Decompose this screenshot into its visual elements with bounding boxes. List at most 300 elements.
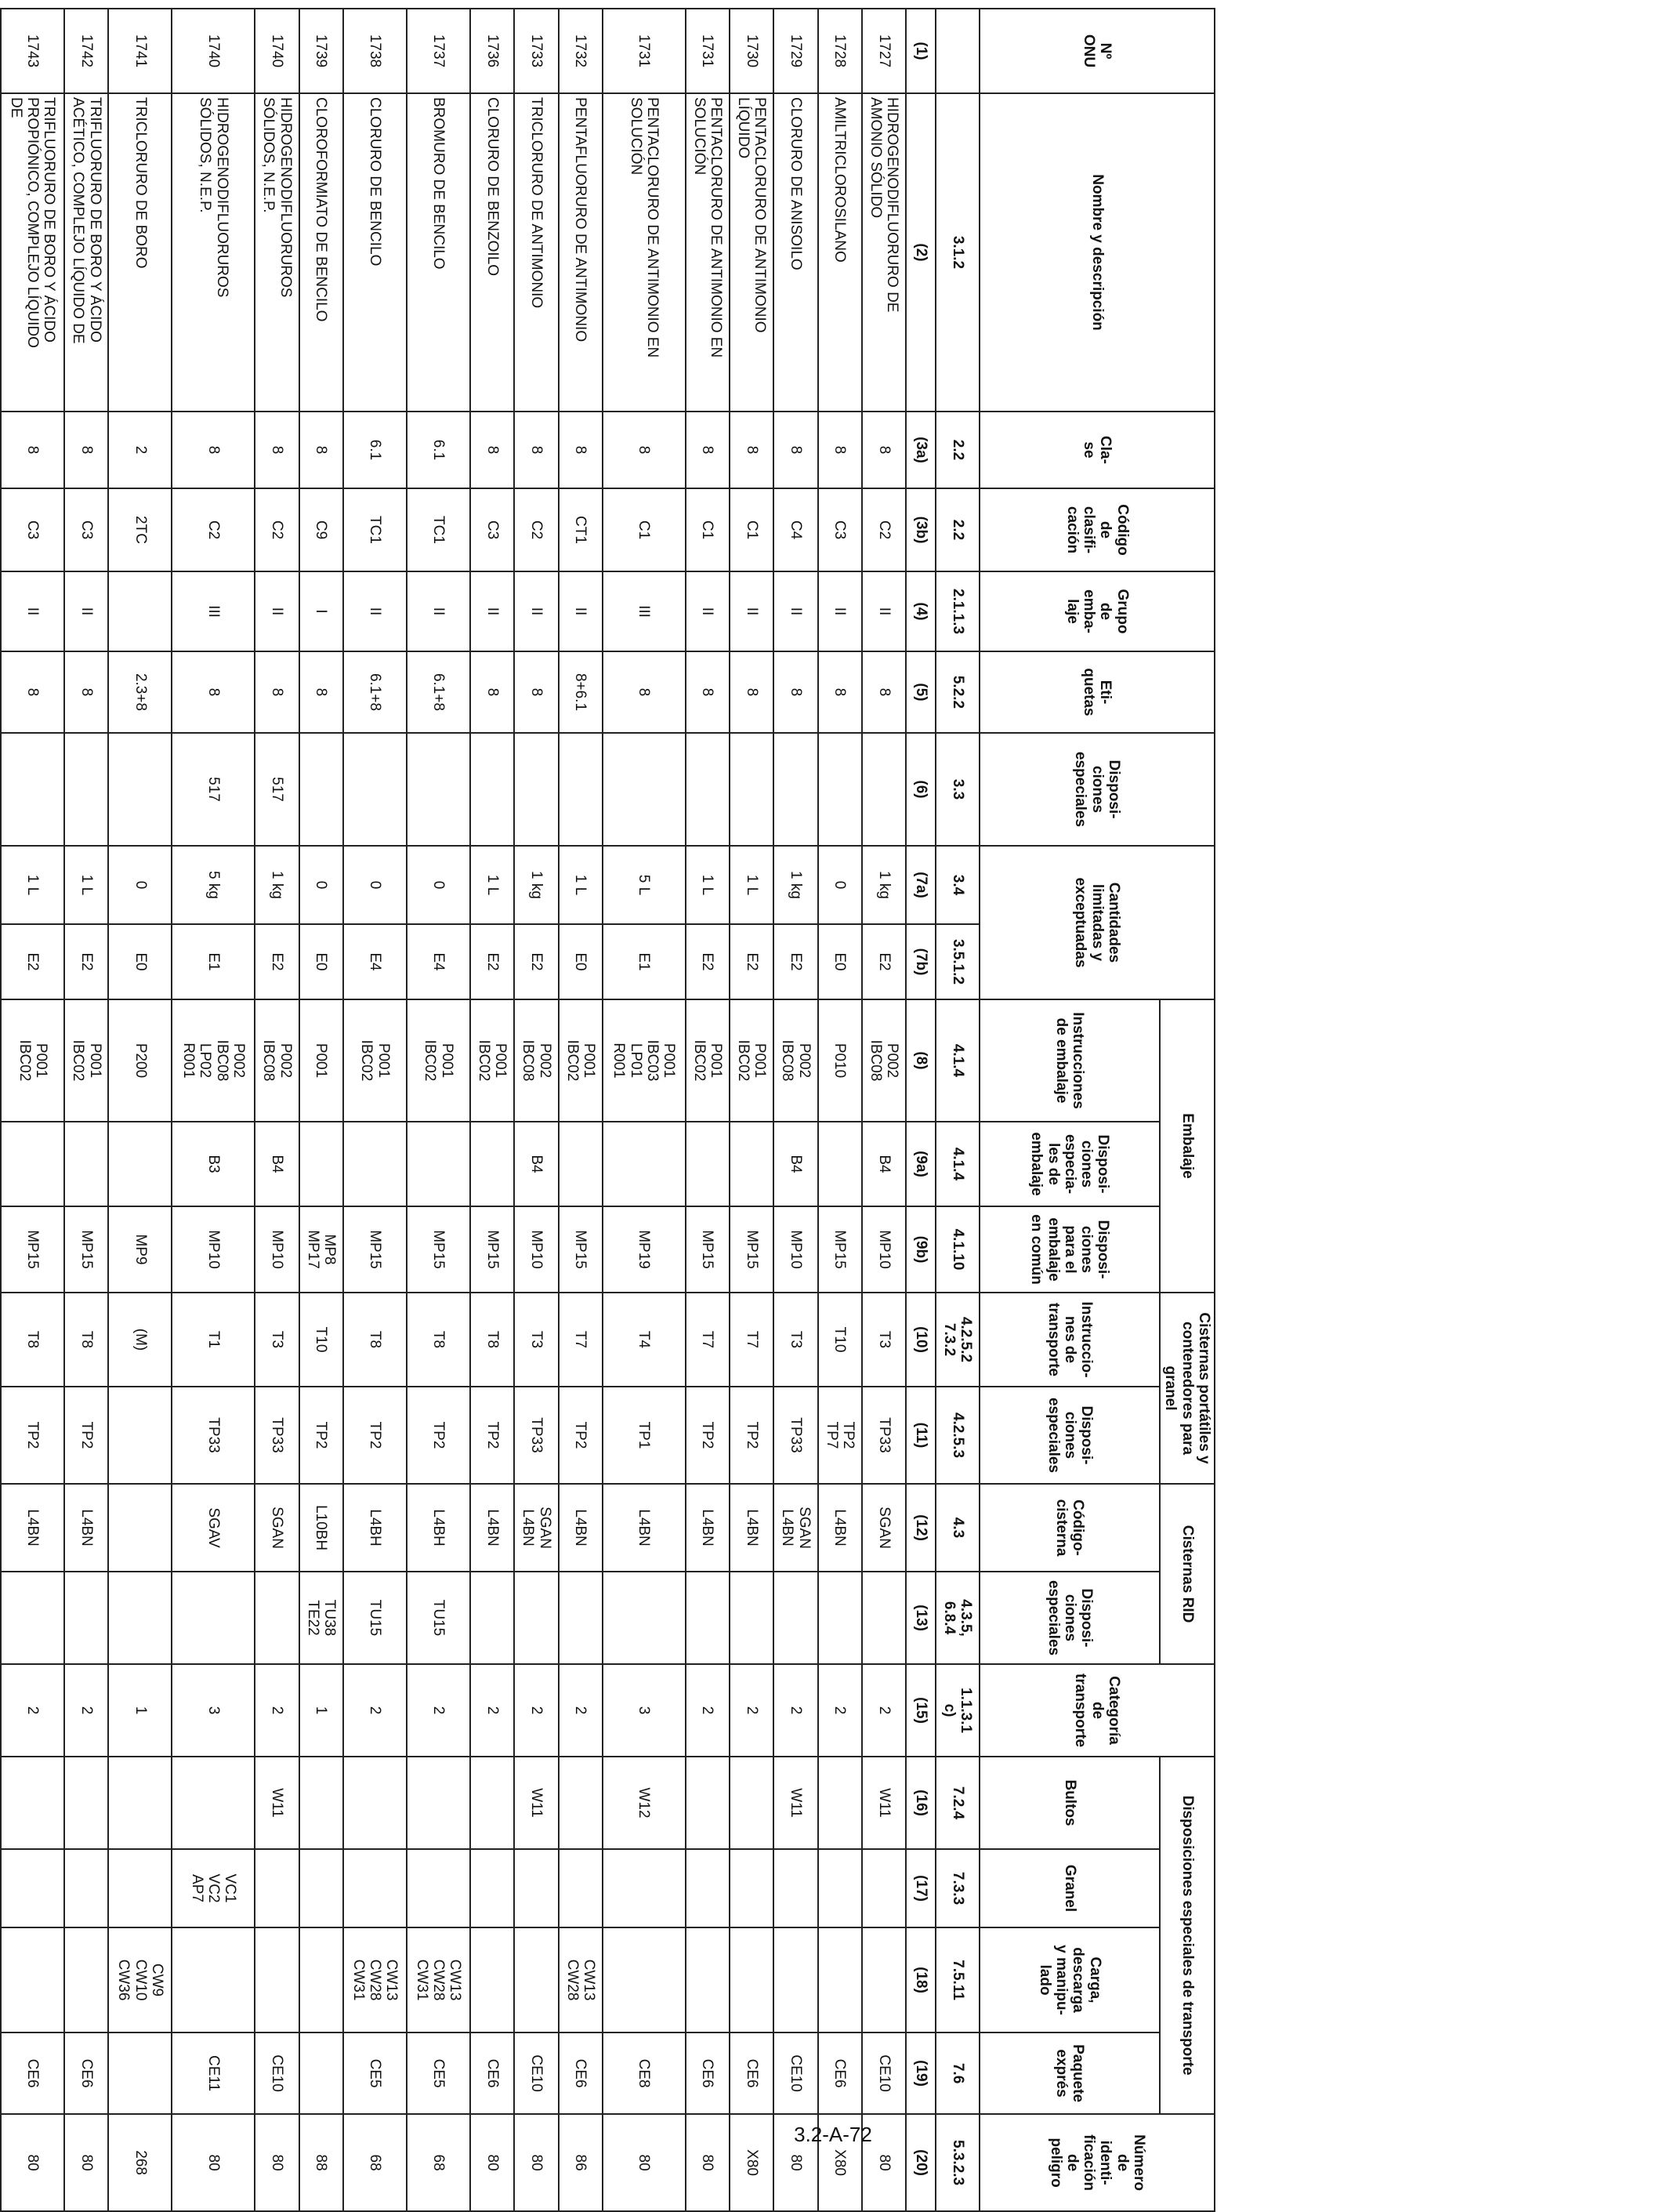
table-cell: [64, 1849, 108, 1927]
table-cell: II: [773, 571, 817, 651]
table-cell: [108, 2033, 172, 2114]
table-cell: TC1: [343, 488, 407, 571]
table-row: [108, 9, 172, 2211]
table-cell: 1732: [559, 9, 603, 93]
table-cell: C2: [172, 488, 255, 571]
table-cell: 4.2.5.3: [936, 1387, 980, 1484]
header-rid-special-provisions: Disposi- ciones especiales: [980, 1572, 1160, 1664]
table-cell: TP33: [514, 1387, 558, 1484]
table-cell: [108, 1572, 172, 1664]
table-cell: 1736: [470, 9, 514, 93]
table-cell: 517: [255, 733, 299, 846]
table-cell: C1: [730, 488, 773, 571]
table-cell: L4BN: [603, 1484, 686, 1572]
header-packaging-group: Embalaje: [1160, 999, 1215, 1293]
table-cell: L4BH: [407, 1484, 470, 1572]
header-packages: Bultos: [980, 1757, 1160, 1849]
table-cell: 80: [862, 2114, 906, 2211]
table-cell: P001 IBC02: [686, 999, 730, 1122]
table-row: [773, 9, 817, 2211]
table-cell: C1: [686, 488, 730, 571]
table-cell: [64, 1927, 108, 2033]
table-row: [299, 9, 343, 2211]
table-cell: C2: [255, 488, 299, 571]
table-cell: 3: [172, 1664, 255, 1757]
table-cell: TRIFLUORURO DE BORO Y ÁCIDO PROPIÓNICO, COMPLEJO LÍQUIDO DE: [1, 93, 64, 412]
table-cell: [730, 1849, 773, 1927]
header-row-top: [1160, 9, 1215, 2211]
table-cell: P010: [818, 999, 862, 1122]
table-cell: 0: [407, 846, 470, 924]
table-cell: [514, 1927, 558, 2033]
table-cell: 8: [862, 412, 906, 488]
table-cell: (15): [906, 1664, 936, 1757]
table-cell: [299, 1757, 343, 1849]
table-cell: E2: [470, 924, 514, 999]
table-row: [862, 9, 906, 2211]
table-cell: W11: [773, 1757, 817, 1849]
table-cell: C4: [773, 488, 817, 571]
table-cell: MP10: [172, 1206, 255, 1293]
table-cell: 6.1+8: [407, 651, 470, 733]
table-cell: [686, 1757, 730, 1849]
table-cell: [64, 733, 108, 846]
table-cell: T3: [773, 1293, 817, 1387]
table-cell: [343, 733, 407, 846]
table-cell: [773, 733, 817, 846]
table-cell: [407, 1757, 470, 1849]
table-cell: TC1: [407, 488, 470, 571]
table-cell: (18): [906, 1927, 936, 2033]
table-cell: 8: [603, 412, 686, 488]
table-cell: 8: [64, 651, 108, 733]
table-cell: CE6: [559, 2033, 603, 2114]
table-cell: TP2: [470, 1387, 514, 1484]
table-cell: 7.6: [936, 2033, 980, 2114]
table-cell: 8: [470, 412, 514, 488]
table-cell: 1 L: [559, 846, 603, 924]
table-cell: TRICLORURO DE ANTIMONIO: [514, 93, 558, 412]
table-cell: [862, 1849, 906, 1927]
table-cell: [299, 1849, 343, 1927]
table-cell: MP15: [407, 1206, 470, 1293]
table-cell: [730, 1572, 773, 1664]
table-cell: [470, 1927, 514, 2033]
table-row: [603, 9, 686, 2211]
table-cell: MP10: [862, 1206, 906, 1293]
table-cell: 8: [299, 412, 343, 488]
table-cell: C2: [862, 488, 906, 571]
table-cell: 8: [514, 412, 558, 488]
table-cell: 8: [64, 412, 108, 488]
table-cell: 1731: [686, 9, 730, 93]
header-transport-provisions-group: Disposiciones especiales de transporte: [1160, 1757, 1215, 2114]
table-cell: TP33: [862, 1387, 906, 1484]
table-cell: 80: [1, 2114, 64, 2211]
table-cell: [108, 1484, 172, 1572]
table-cell: 4.3.5, 6.8.4: [936, 1572, 980, 1664]
table-cell: (4): [906, 571, 936, 651]
table-cell: [603, 1122, 686, 1206]
table-cell: [299, 1122, 343, 1206]
table-cell: CW13 CW28: [559, 1927, 603, 2033]
table-cell: 3: [603, 1664, 686, 1757]
table-cell: [470, 1572, 514, 1664]
table-cell: [686, 1122, 730, 1206]
table-cell: 2.2: [936, 412, 980, 488]
table-cell: 2: [64, 1664, 108, 1757]
table-cell: 80: [255, 2114, 299, 2211]
table-cell: II: [862, 571, 906, 651]
table-cell: [343, 1849, 407, 1927]
table-cell: (5): [906, 651, 936, 733]
table-cell: 4.1.10: [936, 1206, 980, 1293]
table-cell: [1, 733, 64, 846]
table-cell: 8: [773, 651, 817, 733]
table-cell: MP10: [514, 1206, 558, 1293]
table-cell: 8: [862, 651, 906, 733]
dangerous-goods-table: [0, 8, 1215, 2212]
header-classification-code: Código de clasifi- cación: [980, 488, 1215, 571]
table-cell: 6.1+8: [343, 651, 407, 733]
table-cell: 8: [255, 651, 299, 733]
table-cell: E2: [1, 924, 64, 999]
table-cell: 8+6.1: [559, 651, 603, 733]
table-cell: TP2: [1, 1387, 64, 1484]
table-cell: P001 IBC02: [343, 999, 407, 1122]
table-cell: [470, 1757, 514, 1849]
table-cell: CE6: [730, 2033, 773, 2114]
table-cell: 2: [1, 1664, 64, 1757]
table-cell: B4: [514, 1122, 558, 1206]
section-reference-row: [936, 9, 980, 2211]
table-cell: II: [255, 571, 299, 651]
table-cell: PENTAFLUORURO DE ANTIMONIO: [559, 93, 603, 412]
table-cell: CE8: [603, 2033, 686, 2114]
header-class: Cla- se: [980, 412, 1215, 488]
table-cell: [255, 1572, 299, 1664]
table-cell: TU15: [343, 1572, 407, 1664]
table-cell: [936, 9, 980, 93]
table-cell: T10: [818, 1293, 862, 1387]
table-cell: P001 IBC02: [64, 999, 108, 1122]
table-cell: III: [603, 571, 686, 651]
table-cell: 8: [255, 412, 299, 488]
table-row: [818, 9, 862, 2211]
table-cell: 8: [818, 651, 862, 733]
table-cell: [1, 1849, 64, 1927]
header-packing-instructions: Instrucciones de embalaje: [980, 999, 1160, 1122]
table-cell: 1 L: [686, 846, 730, 924]
table-cell: 4.1.4: [936, 1122, 980, 1206]
table-cell: III: [172, 571, 255, 651]
table-cell: 8: [1, 651, 64, 733]
table-cell: 1 kg: [862, 846, 906, 924]
table-cell: E4: [407, 924, 470, 999]
table-cell: 68: [407, 2114, 470, 2211]
table-cell: [686, 1849, 730, 1927]
table-cell: X80: [730, 2114, 773, 2211]
table-cell: P001: [299, 999, 343, 1122]
table-cell: [1, 1572, 64, 1664]
table-cell: [818, 1572, 862, 1664]
table-cell: CE6: [1, 2033, 64, 2114]
table-cell: SGAN L4BN: [773, 1484, 817, 1572]
table-cell: CE10: [773, 2033, 817, 2114]
table-cell: PENTACLORURO DE ANTIMONIO EN SOLUCIÓN: [603, 93, 686, 412]
table-cell: L4BH: [343, 1484, 407, 1572]
table-cell: CE6: [818, 2033, 862, 2114]
table-cell: 68: [343, 2114, 407, 2211]
table-cell: P001 IBC02: [559, 999, 603, 1122]
table-cell: [818, 1757, 862, 1849]
table-cell: B3: [172, 1122, 255, 1206]
table-cell: [64, 1122, 108, 1206]
table-cell: T10: [299, 1293, 343, 1387]
table-cell: 80: [172, 2114, 255, 2211]
table-cell: CE6: [470, 2033, 514, 2114]
table-cell: TU15: [407, 1572, 470, 1664]
table-cell: 1 L: [1, 846, 64, 924]
table-cell: P001 IBC02: [470, 999, 514, 1122]
table-cell: 0: [818, 846, 862, 924]
table-cell: L4BN: [730, 1484, 773, 1572]
table-cell: [255, 1849, 299, 1927]
table-cell: 3.5.1.2: [936, 924, 980, 999]
table-cell: [559, 1849, 603, 1927]
table-cell: [407, 733, 470, 846]
table-cell: 2: [686, 1664, 730, 1757]
table-cell: MP9: [108, 1206, 172, 1293]
table-cell: [603, 1849, 686, 1927]
table-cell: 1743: [1, 9, 64, 93]
table-cell: [64, 1757, 108, 1849]
table-cell: MP19: [603, 1206, 686, 1293]
table-cell: P002 IBC08 LP02 R001: [172, 999, 255, 1122]
table-cell: (7a): [906, 846, 936, 924]
table-cell: 6.1: [407, 412, 470, 488]
table-cell: (13): [906, 1572, 936, 1664]
table-cell: L4BN: [470, 1484, 514, 1572]
table-cell: TP2: [407, 1387, 470, 1484]
header-name: Nombre y descripción: [980, 93, 1215, 412]
table-cell: HIDROGENODIFLUORUROS SÓLIDOS, N.E.P.: [172, 93, 255, 412]
table-cell: [773, 1927, 817, 2033]
table-cell: L4BN: [64, 1484, 108, 1572]
header-special-provisions: Disposi- ciones especiales: [980, 733, 1215, 846]
table-cell: 3.3: [936, 733, 980, 846]
table-cell: [108, 733, 172, 846]
table-cell: CW13 CW28 CW31: [407, 1927, 470, 2033]
table-cell: 1 kg: [773, 846, 817, 924]
table-cell: 8: [686, 651, 730, 733]
table-cell: P002 IBC08: [773, 999, 817, 1122]
header-un-number: Nº ONU: [980, 9, 1215, 93]
table-cell: SGAN: [862, 1484, 906, 1572]
table-cell: 4.3: [936, 1484, 980, 1572]
table-cell: 5 L: [603, 846, 686, 924]
table-cell: C2: [514, 488, 558, 571]
table-cell: (3b): [906, 488, 936, 571]
table-cell: [299, 733, 343, 846]
table-cell: B4: [862, 1122, 906, 1206]
header-packing-group: Grupo de emba- laje: [980, 571, 1215, 651]
table-cell: SGAN: [255, 1484, 299, 1572]
table-cell: 0: [108, 846, 172, 924]
table-cell: T3: [862, 1293, 906, 1387]
header-hazard-number: Número de identi- ficación de peligro: [980, 2114, 1215, 2211]
table-cell: 4.2.5.2 7.3.2: [936, 1293, 980, 1387]
table-cell: [407, 1849, 470, 1927]
table-cell: 0: [299, 846, 343, 924]
table-cell: W11: [862, 1757, 906, 1849]
table-cell: [172, 1572, 255, 1664]
table-cell: T8: [1, 1293, 64, 1387]
table-cell: 1: [299, 1664, 343, 1757]
table-cell: TP1: [603, 1387, 686, 1484]
table-cell: 2: [108, 412, 172, 488]
table-cell: TP2: [730, 1387, 773, 1484]
table-cell: E4: [343, 924, 407, 999]
table-cell: [255, 1927, 299, 2033]
table-cell: [559, 1757, 603, 1849]
table-cell: 8: [470, 651, 514, 733]
table-cell: P001 IBC03 LP01 R001: [603, 999, 686, 1122]
table-cell: TP2 TP7: [818, 1387, 862, 1484]
table-cell: 7.2.4: [936, 1757, 980, 1849]
table-cell: 1731: [603, 9, 686, 93]
table-cell: II: [514, 571, 558, 651]
table-cell: E1: [172, 924, 255, 999]
table-cell: 8: [1, 412, 64, 488]
table-cell: II: [64, 571, 108, 651]
header-express-parcel: Paquete exprés: [980, 2033, 1160, 2114]
table-cell: [730, 1122, 773, 1206]
table-cell: II: [1, 571, 64, 651]
table-cell: (7b): [906, 924, 936, 999]
table-cell: [1, 1757, 64, 1849]
table-cell: [730, 1927, 773, 2033]
table-cell: [172, 1757, 255, 1849]
table-cell: TRIFLUORURO DE BORO Y ÁCIDO ACÉTICO, COMPLEJO LÍQUIDO DE: [64, 93, 108, 412]
table-cell: [108, 1757, 172, 1849]
table-cell: BROMURO DE BENCILO: [407, 93, 470, 412]
table-cell: [862, 733, 906, 846]
table-cell: 2: [559, 1664, 603, 1757]
table-row: [255, 9, 299, 2211]
table-cell: TP2: [559, 1387, 603, 1484]
table-cell: E0: [108, 924, 172, 999]
table-row: [559, 9, 603, 2211]
table-cell: 2TC: [108, 488, 172, 571]
table-cell: P002 IBC08: [255, 999, 299, 1122]
table-cell: (2): [906, 93, 936, 412]
table-cell: (17): [906, 1849, 936, 1927]
header-portable-tanks-group: Cisternas portátiles y contenedores para granel: [1160, 1293, 1215, 1484]
table-row: [64, 9, 108, 2211]
table-cell: P002 IBC08: [514, 999, 558, 1122]
table-cell: II: [559, 571, 603, 651]
table-cell: [1, 1122, 64, 1206]
table-cell: MP15: [730, 1206, 773, 1293]
table-cell: C9: [299, 488, 343, 571]
table-cell: [818, 1927, 862, 2033]
table-cell: T7: [559, 1293, 603, 1387]
table-cell: [1, 1927, 64, 2033]
table-cell: 2.1.1.3: [936, 571, 980, 651]
table-cell: [470, 1849, 514, 1927]
table-cell: SGAN L4BN: [514, 1484, 558, 1572]
header-special-packing-provisions: Disposi- ciones especia- les de embalaje: [980, 1122, 1160, 1206]
table-cell: 8: [172, 651, 255, 733]
table-cell: E0: [299, 924, 343, 999]
header-rid-tanks-group: Cisternas RID: [1160, 1484, 1215, 1664]
table-cell: [559, 1572, 603, 1664]
table-cell: T8: [343, 1293, 407, 1387]
table-cell: [730, 1757, 773, 1849]
table-cell: W11: [255, 1757, 299, 1849]
table-cell: 2: [773, 1664, 817, 1757]
table-cell: HIDROGENODIFLUORURO DE AMONIO SÓLIDO: [862, 93, 906, 412]
table-cell: MP8 MP17: [299, 1206, 343, 1293]
table-cell: T1: [172, 1293, 255, 1387]
table-cell: [559, 1122, 603, 1206]
table-cell: MP15: [686, 1206, 730, 1293]
table-cell: 3.1.2: [936, 93, 980, 412]
table-cell: 2: [255, 1664, 299, 1757]
table-cell: 517: [172, 733, 255, 846]
table-cell: [818, 733, 862, 846]
table-cell: L10BH: [299, 1484, 343, 1572]
table-cell: II: [407, 571, 470, 651]
table-cell: 5 kg: [172, 846, 255, 924]
table-cell: 80: [686, 2114, 730, 2211]
table-cell: 3.4: [936, 846, 980, 924]
table-cell: L4BN: [559, 1484, 603, 1572]
table-cell: 1742: [64, 9, 108, 93]
header-tank-instructions: Instruccio- nes de transporte: [980, 1293, 1160, 1387]
table-cell: TRICLORURO DE BORO: [108, 93, 172, 412]
table-cell: 80: [470, 2114, 514, 2211]
table-cell: T3: [514, 1293, 558, 1387]
table-cell: [603, 1927, 686, 2033]
table-cell: 2: [343, 1664, 407, 1757]
table-cell: [514, 1849, 558, 1927]
table-cell: L4BN: [818, 1484, 862, 1572]
table-cell: P002 IBC08: [862, 999, 906, 1122]
table-cell: (12): [906, 1484, 936, 1572]
table-cell: [559, 733, 603, 846]
table-cell: HIDROGENODIFLUORUROS SÓLIDOS, N.E.P.: [255, 93, 299, 412]
table-cell: (1): [906, 9, 936, 93]
table-cell: T8: [470, 1293, 514, 1387]
table-cell: [773, 1849, 817, 1927]
table-cell: 1737: [407, 9, 470, 93]
table-cell: (20): [906, 2114, 936, 2211]
table-cell: T8: [64, 1293, 108, 1387]
table-cell: 1740: [255, 9, 299, 93]
header-loading-handling: Carga, descarga y manipu- lado: [980, 1927, 1160, 2033]
header-labels: Eti- quetas: [980, 651, 1215, 733]
table-cell: E2: [686, 924, 730, 999]
table-cell: CW13 CW28 CW31: [343, 1927, 407, 2033]
table-cell: [407, 1122, 470, 1206]
table-cell: P001 IBC02: [730, 999, 773, 1122]
table-cell: (8): [906, 999, 936, 1122]
table-cell: [108, 1849, 172, 1927]
table-cell: 1: [108, 1664, 172, 1757]
table-cell: 1 kg: [255, 846, 299, 924]
